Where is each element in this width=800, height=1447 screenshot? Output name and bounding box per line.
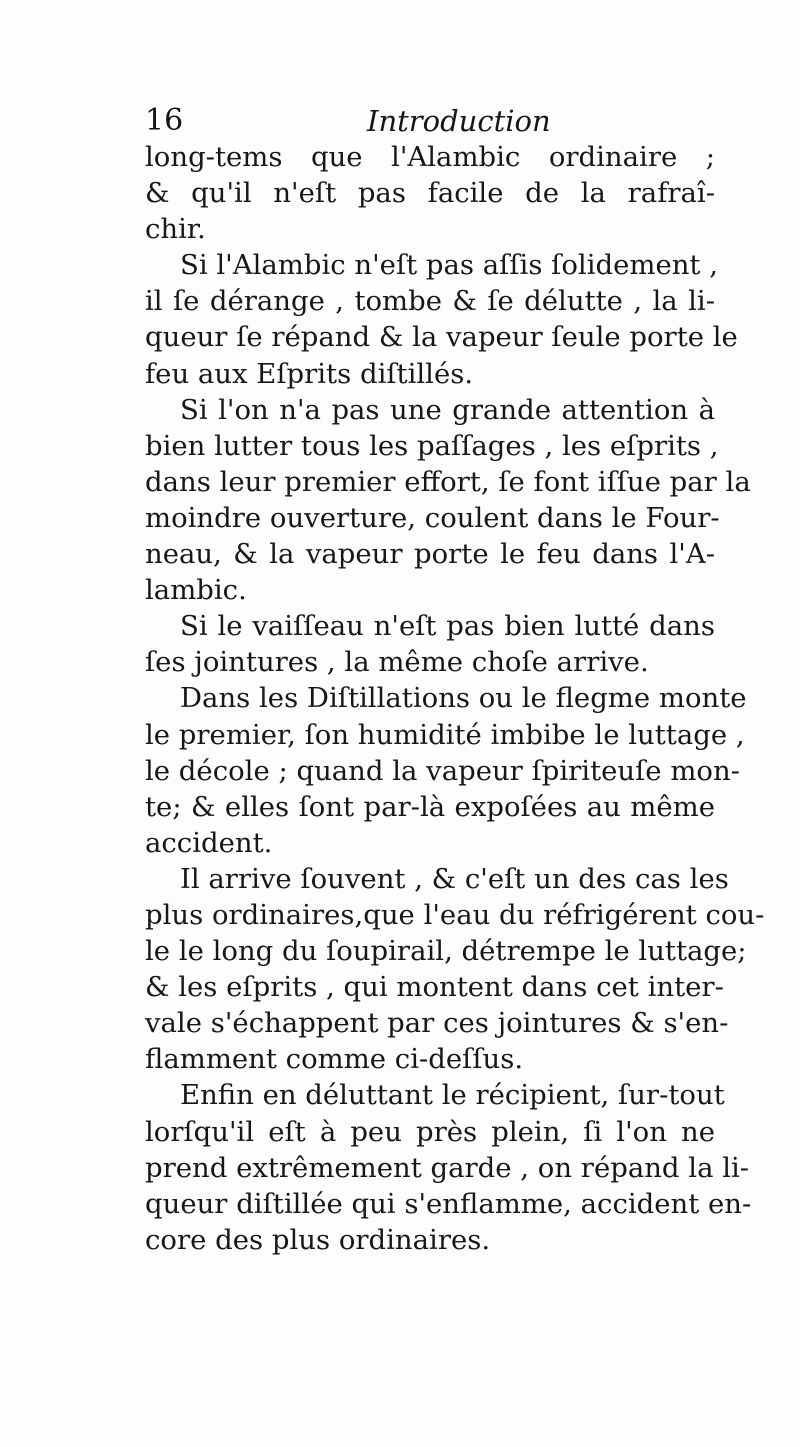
running-head: Introduction	[367, 104, 551, 138]
paragraph	[145, 861, 765, 1078]
text-line: lambic.	[145, 574, 247, 607]
text-line: Si l'Alambic n'eſt pas aſſis ſolidement ,	[180, 249, 718, 282]
text-line: Enfin en déluttant le récipient, ſur-tout	[180, 1079, 725, 1112]
text-line: Si le vaiſſeau n'eſt pas bien lutté dans	[180, 610, 715, 643]
text-line: queur diſtillée qui s'enflamme, accident en-	[145, 1187, 752, 1220]
text-line: accident.	[145, 826, 273, 859]
text-line: Si l'on n'a pas une grande attention à	[180, 393, 715, 426]
text-line: neau, & la vapeur porte le feu dans l'A-	[145, 538, 715, 571]
text-line: core des plus ordinaires.	[145, 1223, 491, 1256]
text-line: ſes jointures , la même choſe arrive.	[145, 646, 649, 679]
text-line: flamment comme ci-deſſus.	[145, 1043, 524, 1076]
text-line: Dans les Diſtillations ou le flegme monte	[180, 682, 747, 715]
text-line: te; & elles ſont par-là expoſées au même	[145, 790, 715, 823]
text-line: & qu'il n'eſt pas facile de la rafraî-	[145, 177, 715, 210]
paragraph	[145, 392, 751, 609]
text-line: il ſe dérange , tombe & ſe délutte , la li-	[145, 285, 715, 318]
paragraph	[145, 247, 738, 391]
page-header	[145, 100, 715, 142]
paragraph	[145, 1077, 752, 1257]
page-number: 16	[145, 103, 184, 138]
text-line: moindre ouverture, coulent dans le Four-	[145, 501, 720, 534]
paragraph	[145, 139, 715, 247]
text-line: lorſqu'il eſt à peu près plein, ſi l'on ne	[145, 1115, 715, 1148]
paragraph	[145, 608, 715, 680]
body-text	[145, 139, 765, 1258]
text-line: feu aux Eſprits diſtillés.	[145, 357, 474, 390]
paragraph	[145, 680, 747, 860]
text-line: & les eſprits , qui montent dans cet inter-	[145, 971, 724, 1004]
text-line: le le long du ſoupirail, détrempe le luttage;	[145, 935, 747, 968]
text-line: chir.	[145, 213, 206, 246]
text-line: Il arrive ſouvent , & c'eſt un des cas les	[180, 862, 729, 895]
text-line: bien lutter tous les paſſages , les eſprits ,	[145, 429, 719, 462]
text-line: le décole ; quand la vapeur ſpiriteuſe mon-	[145, 754, 740, 787]
text-line: plus ordinaires,que l'eau du réfrigérent cou-	[145, 898, 765, 931]
text-line: prend extrêmement garde , on répand la li-	[145, 1151, 750, 1184]
text-line: le premier, ſon humidité imbibe le luttage ,	[145, 718, 745, 751]
text-line: dans leur premier effort, ſe font iſſue par la	[145, 465, 751, 498]
text-line: long-tems que l'Alambic ordinaire ;	[145, 141, 715, 173]
text-line: queur ſe répand & la vapeur ſeule porte le	[145, 321, 738, 354]
text-line: vale s'échappent par ces jointures & s'en-	[145, 1007, 729, 1040]
